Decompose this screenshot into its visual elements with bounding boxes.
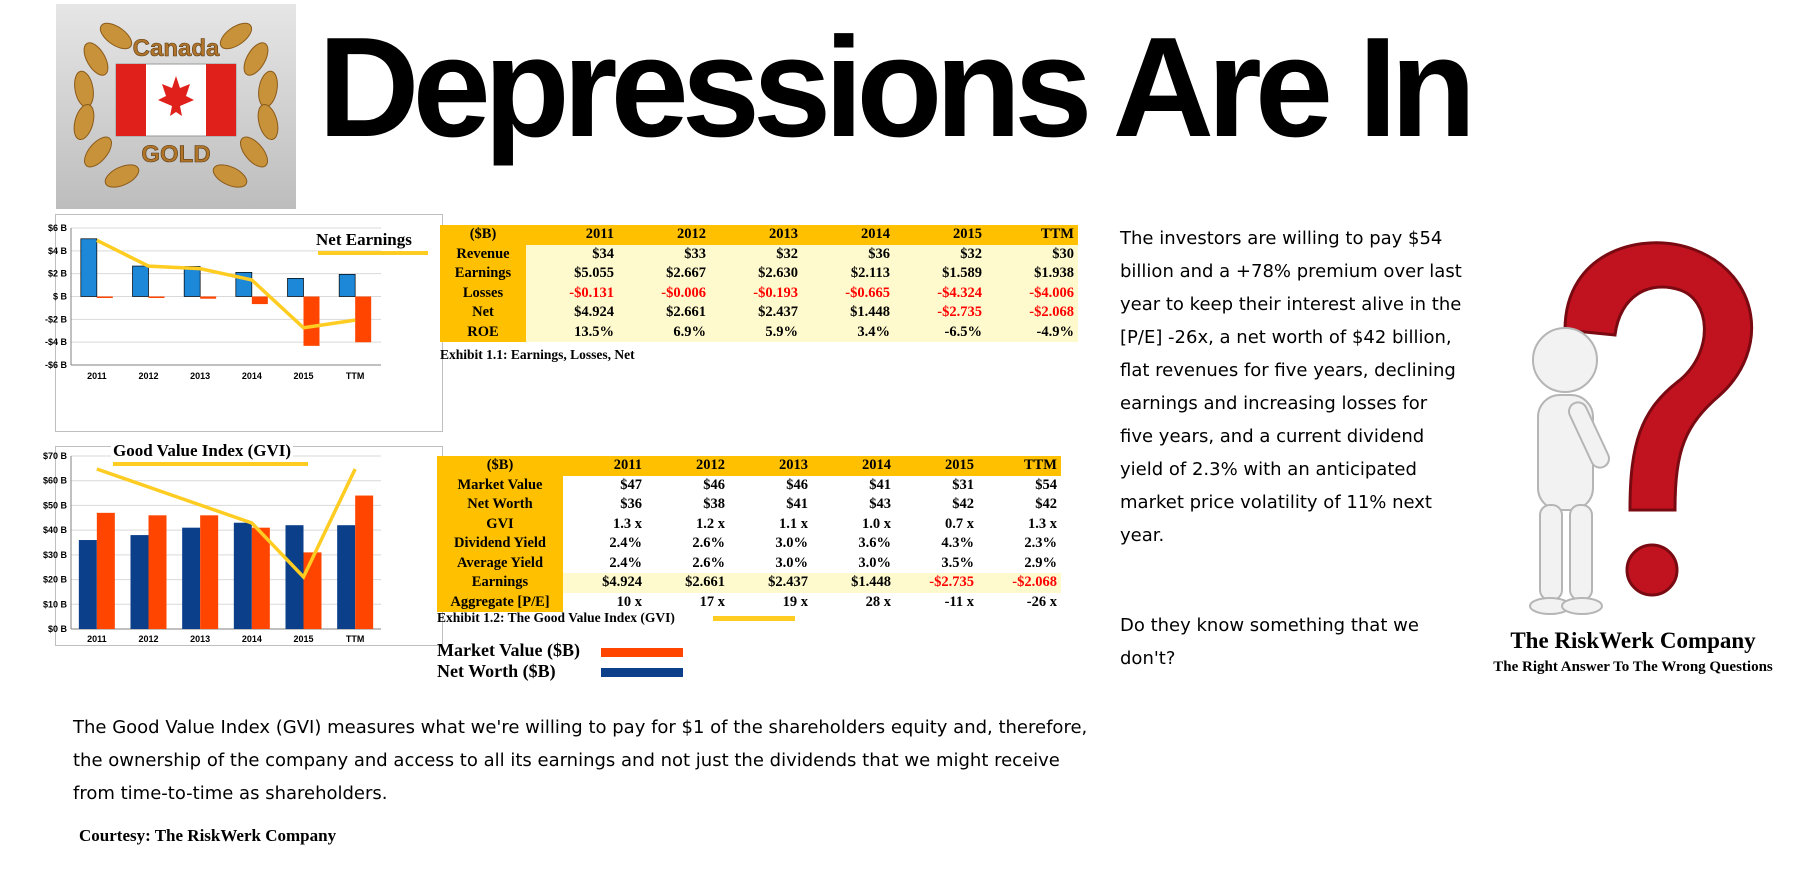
table-cell: $1.938 — [986, 264, 1078, 284]
table-cell: -$0.006 — [618, 284, 710, 304]
table-cell: -$0.131 — [526, 284, 618, 304]
table-cell: -26 x — [978, 593, 1061, 613]
y-tick-label: $ B — [52, 291, 67, 302]
x-tick-label: 2012 — [138, 634, 159, 644]
row-label: Average Yield — [437, 554, 563, 574]
y-tick-label: $2 B — [47, 268, 67, 279]
table-cell: $34 — [526, 245, 618, 265]
canada-gold-logo — [56, 4, 296, 209]
table-cell: 2.4% — [563, 554, 646, 574]
table-cell: 1.3 x — [563, 515, 646, 535]
table-cell: 13.5% — [526, 323, 618, 343]
earnings-bar — [81, 239, 97, 297]
table-row — [440, 264, 1078, 284]
x-tick-label: 2012 — [138, 371, 159, 381]
logo-bottom-text: GOLD — [141, 141, 211, 168]
y-tick-label: $70 B — [42, 451, 67, 461]
net-worth-bar — [79, 540, 97, 629]
company-tagline: The Right Answer To The Wrong Questions — [1493, 659, 1773, 675]
row-label: Aggregate [P/E] — [437, 593, 563, 613]
table-header-cell: 2014 — [802, 225, 894, 245]
gvi-table — [437, 456, 1061, 612]
losses-bar — [252, 297, 268, 305]
table-cell: $2.630 — [710, 264, 802, 284]
table-cell: $1.448 — [812, 573, 895, 593]
table-cell: $42 — [978, 495, 1061, 515]
table-cell: -$4.006 — [986, 284, 1078, 304]
table2-caption: Exhibit 1.2: The Good Value Index (GVI) — [437, 610, 675, 625]
table-row — [440, 303, 1078, 323]
table-header-cell: 2013 — [710, 225, 802, 245]
commentary-paragraph: The investors are willing to pay $54 billion and a +78% premium over last year to keep their interest alive in the [P/E] -26x, a net worth of $42 billion, flat revenues for five years, declining earnings and increasing losses for five years, and a current dividend yield of 2.3% with an anticipated market price volatility of 11% next year. — [1120, 228, 1462, 546]
table-header-cell: 2011 — [563, 456, 646, 476]
legend-market-value: Market Value ($B) — [437, 640, 580, 660]
net-earnings-legend-line — [318, 251, 428, 255]
losses-bar — [149, 297, 165, 299]
table-cell: 3.4% — [802, 323, 894, 343]
table-cell: $46 — [646, 476, 729, 496]
table-cell: $33 — [618, 245, 710, 265]
net-worth-bar — [182, 528, 200, 629]
table-header-cell: 2012 — [618, 225, 710, 245]
y-tick-label: $20 B — [42, 574, 67, 585]
row-label: GVI — [437, 515, 563, 535]
x-tick-label: 2013 — [190, 634, 211, 644]
table-cell: 3.0% — [729, 554, 812, 574]
table-header-cell: ($B) — [437, 456, 563, 476]
table-cell: $43 — [812, 495, 895, 515]
table-cell: -$4.324 — [894, 284, 986, 304]
x-tick-label: TTM — [345, 634, 365, 644]
gvi-chart-title: Good Value Index (GVI) — [113, 441, 292, 460]
table-cell: 2.6% — [646, 554, 729, 574]
table-header-cell: 2015 — [895, 456, 978, 476]
table-cell: 3.5% — [895, 554, 978, 574]
row-label: Earnings — [440, 264, 526, 284]
table-cell: 3.0% — [729, 534, 812, 554]
earnings-bar — [133, 266, 149, 296]
x-tick-label: 2013 — [190, 371, 211, 381]
table-cell: 2.9% — [978, 554, 1061, 574]
table-cell: $1.448 — [802, 303, 894, 323]
table-cell: -$2.068 — [978, 573, 1061, 593]
table-cell: $42 — [895, 495, 978, 515]
table-cell: 6.9% — [618, 323, 710, 343]
y-tick-label: -$2 B — [44, 314, 67, 325]
commentary-question: Do they know something that we don't? — [1120, 615, 1419, 669]
table-cell: $31 — [895, 476, 978, 496]
row-label: Net — [440, 303, 526, 323]
losses-bar — [200, 297, 216, 299]
market-value-bar — [355, 496, 373, 629]
row-label: Earnings — [437, 573, 563, 593]
market-value-bar — [200, 515, 218, 629]
net-earnings-chart — [44, 214, 443, 432]
table-cell: $5.055 — [526, 264, 618, 284]
table-cell: $4.924 — [563, 573, 646, 593]
earnings-table-grid — [440, 225, 1078, 342]
table-cell: 3.6% — [812, 534, 895, 554]
market-value-bar — [304, 552, 322, 629]
table-cell: $46 — [729, 476, 812, 496]
row-label: Losses — [440, 284, 526, 304]
table-header-cell: TTM — [986, 225, 1078, 245]
y-tick-label: -$4 B — [44, 337, 67, 348]
table-cell: $2.113 — [802, 264, 894, 284]
net-worth-bar — [286, 525, 304, 629]
y-tick-label: $60 B — [42, 475, 67, 486]
gvi-legend-line — [113, 462, 308, 466]
table-cell: 2.4% — [563, 534, 646, 554]
table-header-cell: 2014 — [812, 456, 895, 476]
table-cell: $47 — [563, 476, 646, 496]
table-cell: -$0.193 — [710, 284, 802, 304]
market-value-bar — [149, 515, 167, 629]
table-cell: $32 — [894, 245, 986, 265]
losses-bar — [97, 297, 113, 299]
market-value-bar — [97, 513, 115, 629]
table-cell: 4.3% — [895, 534, 978, 554]
table-cell: 1.2 x — [646, 515, 729, 535]
table-cell: $1.589 — [894, 264, 986, 284]
table-header-row — [437, 456, 1061, 476]
y-tick-label: $0 B — [47, 624, 67, 634]
table-row — [440, 323, 1078, 343]
table-cell: 28 x — [812, 593, 895, 613]
table-cell: 1.0 x — [812, 515, 895, 535]
earnings-bar — [184, 266, 200, 296]
table-row — [437, 495, 1061, 515]
earnings-bar — [339, 274, 355, 296]
table-cell: -6.5% — [894, 323, 986, 343]
row-label: Revenue — [440, 245, 526, 265]
table-header-cell: 2011 — [526, 225, 618, 245]
table-cell: 19 x — [729, 593, 812, 613]
table-cell: -$2.735 — [895, 573, 978, 593]
table-cell: $30 — [986, 245, 1078, 265]
table-cell: -11 x — [895, 593, 978, 613]
table-cell: 2.3% — [978, 534, 1061, 554]
company-name: The RiskWerk Company — [1510, 628, 1756, 653]
row-label: Market Value — [437, 476, 563, 496]
table-cell: $41 — [812, 476, 895, 496]
row-label: ROE — [440, 323, 526, 343]
question-mark-icon — [1470, 210, 1788, 630]
row-label: Dividend Yield — [437, 534, 563, 554]
table-cell: -$2.068 — [986, 303, 1078, 323]
net-worth-bar — [234, 523, 252, 629]
gvi-chart — [42, 441, 443, 646]
table-cell: -$2.735 — [894, 303, 986, 323]
net-worth-bar — [131, 535, 149, 629]
table-header-cell: 2013 — [729, 456, 812, 476]
y-tick-label: -$6 B — [44, 360, 67, 370]
table1-caption: Exhibit 1.1: Earnings, Losses, Net — [440, 347, 635, 362]
gvi-explanation: The Good Value Index (GVI) measures what we're willing to pay for $1 of the shareholders equity and, therefore, the ownership of the company and access to all its earnings and not just the dividends that we might receive from time-to-time as shareholders. — [73, 717, 1088, 804]
net-earnings-chart-title: Net Earnings — [316, 230, 412, 249]
table-cell: $36 — [802, 245, 894, 265]
earnings-bar — [288, 278, 304, 296]
row-label: Net Worth — [437, 495, 563, 515]
gvi-chart-svg — [42, 447, 442, 645]
x-tick-label: 2011 — [87, 634, 107, 644]
table-cell: $2.661 — [646, 573, 729, 593]
net-worth-bar — [337, 525, 355, 629]
figure-person-icon — [1530, 328, 1612, 614]
table-cell: $38 — [646, 495, 729, 515]
table-row — [437, 534, 1061, 554]
losses-bar — [304, 297, 320, 346]
table-row — [437, 573, 1061, 593]
table-cell: 5.9% — [710, 323, 802, 343]
table-row — [437, 554, 1061, 574]
table-header-cell: 2015 — [894, 225, 986, 245]
legend-net-worth: Net Worth ($B) — [437, 661, 556, 681]
table-header-cell: 2012 — [646, 456, 729, 476]
table-row — [440, 284, 1078, 304]
x-tick-label: 2014 — [241, 634, 262, 644]
table-cell: -4.9% — [986, 323, 1078, 343]
table-cell: 1.1 x — [729, 515, 812, 535]
table-cell: $2.667 — [618, 264, 710, 284]
gvi-table-grid — [437, 456, 1061, 612]
thinking-figure-image — [1470, 210, 1788, 700]
courtesy-credit: Courtesy: The RiskWerk Company — [79, 826, 337, 845]
y-tick-label: $40 B — [42, 525, 67, 536]
page-title: Depressions Are In — [318, 8, 1470, 167]
y-tick-label: $4 B — [47, 245, 67, 256]
table-cell: $2.437 — [710, 303, 802, 323]
x-tick-label: 2014 — [241, 371, 262, 381]
table-cell: $2.661 — [618, 303, 710, 323]
table-cell: $54 — [978, 476, 1061, 496]
table-cell: $4.924 — [526, 303, 618, 323]
table-cell: $41 — [729, 495, 812, 515]
table-cell: 10 x — [563, 593, 646, 613]
table-header-cell: ($B) — [440, 225, 526, 245]
table-cell: 2.6% — [646, 534, 729, 554]
x-tick-label: 2011 — [87, 371, 107, 381]
earnings-table — [440, 225, 1078, 363]
table-cell: -$0.665 — [802, 284, 894, 304]
laurel-wreath-icon — [56, 4, 296, 209]
table-cell: $2.437 — [729, 573, 812, 593]
y-tick-label: $6 B — [47, 223, 67, 233]
table-row — [437, 476, 1061, 496]
table-cell: 0.7 x — [895, 515, 978, 535]
legend-market-value-swatch — [601, 648, 683, 657]
y-tick-label: $30 B — [42, 549, 67, 560]
x-tick-label: 2015 — [293, 371, 314, 381]
y-tick-label: $10 B — [42, 599, 67, 610]
legend-net-worth-swatch — [601, 668, 683, 677]
table-cell: $32 — [710, 245, 802, 265]
y-tick-label: $50 B — [42, 500, 67, 511]
table-cell: 17 x — [646, 593, 729, 613]
table-header-cell: TTM — [978, 456, 1061, 476]
x-tick-label: TTM — [345, 371, 365, 381]
table-cell: 1.3 x — [978, 515, 1061, 535]
logo-top-text: Canada — [132, 35, 220, 62]
market-value-bar — [252, 528, 270, 629]
table-row — [437, 515, 1061, 535]
losses-bar — [355, 297, 371, 343]
table-cell: 3.0% — [812, 554, 895, 574]
gvi-caption-line — [713, 616, 795, 621]
table-cell: $36 — [563, 495, 646, 515]
x-tick-label: 2015 — [293, 634, 314, 644]
table-header-row — [440, 225, 1078, 245]
table-row — [440, 245, 1078, 265]
